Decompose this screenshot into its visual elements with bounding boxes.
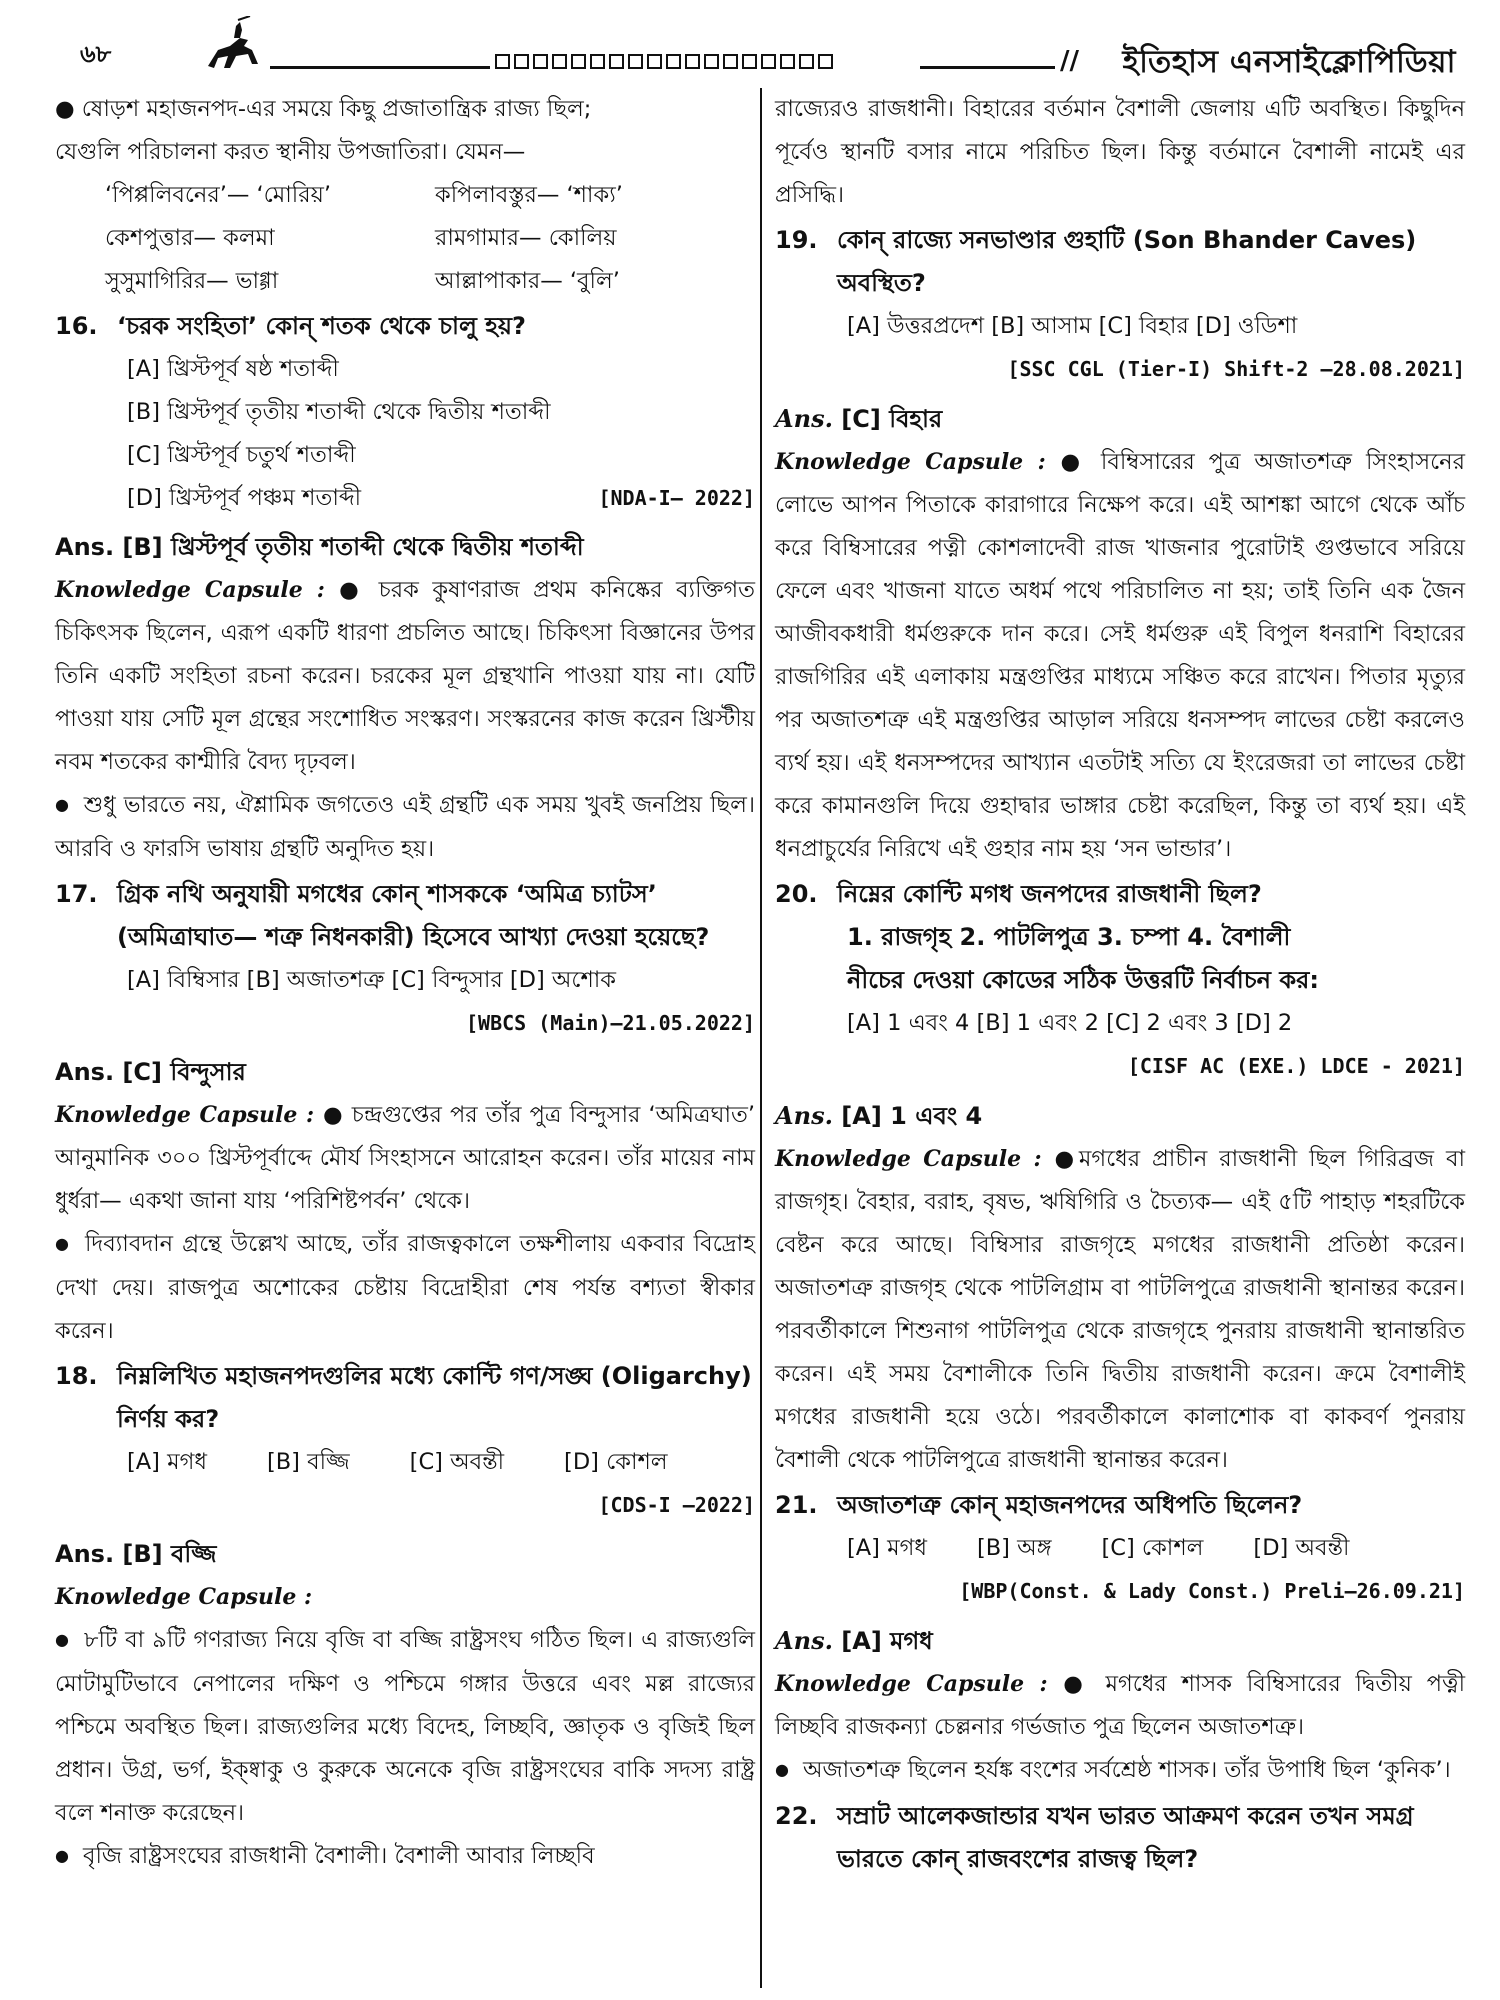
question-22: [775, 1795, 1465, 1881]
exam-source: [SSC CGL (Tier-I) Shift-2 –28.08.2021]: [1007, 357, 1465, 381]
knowledge-capsule-19: [775, 441, 1465, 871]
question-number: 21.: [775, 1491, 818, 1519]
exam-source: [NDA-I– 2022]: [598, 486, 755, 510]
tribe-pair: ‘পিপ্পলিবনের’— ‘মোরিয়’: [105, 182, 332, 208]
question-text: ‘চরক সংহিতা’ কোন্ শতক থেকে চালু হয়?: [117, 312, 526, 340]
kc-label: Knowledge Capsule :: [55, 1584, 313, 1610]
kc-text: ● চন্দ্রগুপ্তের পর তাঁর পুত্র বিন্দুসার ‘অমিত্রঘাত’ আনুমানিক ৩০০ খ্রিস্টপূর্বাব্দে মৌর্য সিংহাসনে আরোহন করেন। তাঁর মায়ের নাম ধুর্ধরা— একথা জানা যায় ‘পরিশিষ্টপর্বন’ থেকে।: [55, 1102, 755, 1214]
option-d: [D] অবন্তী: [1253, 1535, 1350, 1561]
kc-text: ● মগধের শাসক বিম্বিসারের দ্বিতীয় পত্নী লিচ্ছবি রাজকন্যা চেল্লনার গর্ভজাত পুত্র ছিলেন অজাতশত্রু।: [775, 1671, 1466, 1740]
answer-label: Ans.: [775, 1626, 833, 1655]
answer-text: [B] বজ্জি: [122, 1540, 217, 1568]
question-text: সম্রাট আলেকজান্ডার যখন ভারত আক্রমণ করেন তখন সমগ্র ভারতে কোন্ রাজবংশের রাজত্ব ছিল?: [837, 1802, 1414, 1873]
answer-label: Ans.: [55, 1058, 115, 1086]
book-title: ইতিহাস এনসাইক্লোপিডিয়া: [1122, 44, 1456, 80]
answer-text: [C] বিহার: [841, 405, 943, 433]
kc-bullet: ● শুধু ভারতে নয়, ঐশ্লামিক জগতেও এই গ্রন্থটি এক সময় খুবই জনপ্রিয় ছিল। আরবি ও ফারসি ভাষায় গ্রন্থটি অনুদিত হয়।: [55, 784, 755, 871]
exam-source: [WBCS (Main)–21.05.2022]: [466, 1011, 755, 1035]
header-rule-right: [920, 66, 1055, 69]
question-18: [55, 1355, 755, 1441]
kc-label: Knowledge Capsule :: [55, 577, 325, 603]
options-row: [847, 1527, 1465, 1570]
question-number: 22.: [775, 1802, 818, 1830]
options-row: [127, 1441, 755, 1484]
question-text: নিম্নের কোন্টি মগধ জনপদের রাজধানী ছিল?: [837, 880, 1262, 908]
question-17: [55, 873, 755, 959]
kc-text: ● বিম্বিসারের পুত্র অজাতশত্রু সিংহাসনের লোভে আপন পিতাকে কারাগারে নিক্ষেপ করে। এই আশঙ্কা আগে থেকে আঁচ করে বিম্বিসারের পত্নী কোশলাদেবী রাজ খাজনার পুরোটাই গুপ্তভাবে সরিয়ে ফেলে এবং খাজনা যাতে অধর্ম পথে পরিচালিত না হয়; তাই তিনি এক জৈন আজীবকধারী ধর্মগুরুকে দান করে। সেই ধর্মগুরু এই বিপুল ধনরাশি বিহারের রাজগিরির এই এলাকায় মন্ত্রগুপ্তির মাধ্যমে সঞ্চিত করে রাখেন। পিতার মৃত্যুর পর অজাতশত্রু এই মন্ত্রগুপ্তির আড়াল সরিয়ে ধনসম্পদ লাভের চেষ্টা করলেও ব্যর্থ হয়। এই ধনসম্পদের আখ্যান এতটাই সত্যি যে ইংরেজরা তা লাভের চেষ্টা করে কামানগুলি দিয়ে গুহাদ্বার ভাঙ্গার চেষ্টা করেছিল, কিন্তু তা ব্যর্থ হয়। এই ধনপ্রাচুর্যের নিরিখে এই গুহার নাম হয় ‘সন ভান্ডার’।: [775, 449, 1465, 862]
option-a: [A] খ্রিস্টপূর্ব ষষ্ঠ শতাব্দী: [127, 356, 339, 382]
left-column: [55, 88, 755, 1879]
option-b: [B] অঙ্গ: [976, 1535, 1052, 1561]
tribe-pairs: [105, 174, 755, 303]
page-number: ৬৮: [80, 40, 112, 68]
exam-source: [WBP(Const. & Lady Const.) Preli–26.09.21]: [959, 1579, 1465, 1603]
page-header: [40, 14, 1460, 84]
question-16: [55, 305, 755, 348]
option-a: [A] মগধ: [847, 1535, 927, 1561]
right-column: [775, 88, 1465, 1881]
option-d: [D] কোশল: [564, 1449, 668, 1475]
answer-text: [A] 1 এবং 4: [841, 1102, 983, 1130]
answer-label: Ans.: [55, 1540, 115, 1568]
answer-21: [775, 1619, 1465, 1663]
option-c: [C] কোশল: [1101, 1535, 1204, 1561]
exam-source: [CISF AC (EXE.) LDCE - 2021]: [1127, 1054, 1465, 1078]
options-row: [A] 1 এবং 4 [B] 1 এবং 2 [C] 2 এবং 3 [D] 2: [847, 1010, 1293, 1036]
tribe-pair: সুসুমাগিরির— ভাগ্গা: [105, 268, 279, 294]
answer-text: [A] মগধ: [841, 1627, 933, 1655]
answer-label: Ans.: [775, 404, 833, 433]
intro-line-1: ● ষোড়শ মহাজনপদ-এর সময়ে কিছু প্রজাতান্ত্রিক রাজ্য ছিল;: [55, 96, 592, 122]
instruction: নীচের দেওয়া কোডের সঠিক উত্তরটি নির্বাচন কর:: [847, 966, 1319, 994]
header-slashes: //: [1060, 46, 1079, 76]
option-d-row: [127, 477, 755, 520]
tribe-pair: রামগামার— কোলিয়: [435, 225, 617, 251]
option-c: [C] খ্রিস্টপূর্ব চতুর্থ শতাব্দী: [127, 442, 356, 468]
question-21: [775, 1484, 1465, 1527]
option-d: [D] খ্রিস্টপূর্ব পঞ্চম শতাব্দী: [127, 485, 362, 511]
knowledge-capsule-21: [775, 1663, 1465, 1749]
kc-bullet: ● অজাতশত্রু ছিলেন হর্যঙ্ক বংশের সর্বশ্রেষ্ঠ শাসক। তাঁর উপাধি ছিল ‘কুনিক’।: [775, 1749, 1465, 1793]
kc-text: ● চরক কুষাণরাজ প্রথম কনিষ্কের ব্যক্তিগত চিকিৎসক ছিলেন, এরূপ একটি ধারণা প্রচলিত আছে। চিকিৎসা বিজ্ঞানের উপর তিনি একটি সংহিতা রচনা করেন। চরকের মূল গ্রন্থখানি পাওয়া যায় না। যেটি পাওয়া যায় সেটি মূল গ্রন্থের সংশোধিত সংস্করণ। সংস্করনের কাজ করেন খ্রিস্টীয় নবম শতকের কাশ্মীরি বৈদ্য দৃঢ়বল।: [55, 577, 755, 775]
statement-list: 1. রাজগৃহ 2. পাটলিপুত্র 3. চম্পা 4. বৈশালী: [847, 923, 1291, 951]
header-box-ornament: [495, 54, 833, 69]
option-c: [C] অবন্তী: [409, 1449, 505, 1475]
answer-20: [775, 1094, 1465, 1138]
horse-rider-icon: [200, 16, 270, 76]
exam-source: [CDS-I –2022]: [598, 1493, 755, 1517]
tribe-pair: আল্লাপাকার— ‘বুলি’: [435, 268, 620, 294]
kc-bullet: ● বৃজি রাষ্ট্রসংঘের রাজধানী বৈশালী। বৈশালী আবার লিচ্ছবি: [55, 1835, 755, 1879]
question-number: 18.: [55, 1362, 98, 1390]
question-number: 20.: [775, 880, 818, 908]
question-number: 16.: [55, 312, 98, 340]
question-20: [775, 873, 1465, 916]
kc-label: Knowledge Capsule :: [775, 1671, 1048, 1697]
answer-17: [55, 1051, 755, 1094]
question-19: [775, 219, 1465, 305]
options-row: [A] বিম্বিসার [B] অজাতশত্রু [C] বিন্দুসার [D] অশোক: [127, 967, 617, 993]
option-b: [B] বজ্জি: [266, 1449, 350, 1475]
question-number: 17.: [55, 880, 98, 908]
answer-text: [B] খ্রিস্টপূর্ব তৃতীয় শতাব্দী থেকে দ্বিতীয় শতাব্দী: [122, 533, 584, 561]
answer-text: [C] বিন্দুসার: [122, 1058, 246, 1086]
header-rule-left: [270, 66, 490, 69]
kc-text: ●মগধের প্রাচীন রাজধানী ছিল গিরিব্রজ বা রাজগৃহ। বৈহার, বরাহ, বৃষভ, ঋষিগিরি ও চৈত্যক— এই ৫টি পাহাড় শহরটিকে বেষ্টন করে আছে। বিম্বিসার রাজগৃহে মগধের রাজধানী প্রতিষ্ঠা করেন। অজাতশত্রু রাজগৃহ থেকে পাটলিগ্রাম বা পাটলিপুত্রে রাজধানী স্থানান্তর করেন। পরবর্তীকালে শিশুনাগ পাটলিপুত্র থেকে রাজগৃহে পুনরায় রাজধানী স্থানান্তরিত করেন। এই সময় বৈশালীকে তিনি দ্বিতীয় রাজধানী করেন। ক্রমে বৈশালীই মগধের রাজধানী হয়ে ওঠে। পরবর্তীকালে কালাশোক বা কাকবর্ণ পুনরায় বৈশালী থেকে পাটলিপুত্রে রাজধানী স্থানান্তর করেন।: [775, 1146, 1465, 1473]
tribe-pair: কেশপুত্তার— কলমা: [105, 225, 275, 251]
question-text: কোন্ রাজ্যে সনভাণ্ডার গুহাটি (Son Bhander Caves) অবস্থিত?: [837, 226, 1417, 297]
options-row: [A] উত্তরপ্রদেশ [B] আসাম [C] বিহার [D] ওডিশা: [847, 313, 1298, 339]
option-a: [A] মগধ: [127, 1449, 207, 1475]
question-text: গ্রিক নথি অনুযায়ী মগধের কোন্ শাসককে ‘অমিত্র চ্যাটস’ (অমিত্রাঘাত— শত্রু নিধনকারী) হিসেবে আখ্যা দেওয়া হয়েছে?: [117, 880, 710, 951]
kc-label: Knowledge Capsule :: [55, 1102, 315, 1128]
question-text: অজাতশত্রু কোন্ মহাজনপদের অধিপতি ছিলেন?: [837, 1491, 1303, 1519]
answer-label: Ans.: [55, 533, 115, 561]
kc-label: Knowledge Capsule :: [775, 1146, 1042, 1172]
answer-18: [55, 1533, 755, 1576]
question-text: নিম্নলিখিত মহাজনপদগুলির মধ্যে কোন্টি গণ/সঙ্ঘ (Oligarchy) নির্ণয় কর?: [117, 1362, 752, 1433]
kc-bullet: ● ৮টি বা ৯টি গণরাজ্য নিয়ে বৃজি বা বজ্জি রাষ্ট্রসংঘ গঠিত ছিল। এ রাজ্যগুলি মোটামুটিভাবে নেপালের দক্ষিণ ও পশ্চিমে গঙ্গার উত্তরে এবং মল্ল রাজ্যের পশ্চিমে অবস্থিত ছিল। রাজ্যগুলির মধ্যে বিদেহ, লিচ্ছবি, জ্ঞাতৃক ও বৃজিই ছিল প্রধান। উগ্র, ভর্গ, ইক্ষ্বাকু ও কুরুকে অনেকে বৃজি রাষ্ট্রসংঘের বাকি সদস্য রাষ্ট্র বলে শনাক্ত করেছেন।: [55, 1619, 755, 1835]
column-divider: [760, 88, 762, 1988]
answer-19: [775, 397, 1465, 441]
answer-16: [55, 526, 755, 569]
intro-line-2: যেগুলি পরিচালনা করত স্থানীয় উপজাতিরা। যেমন—: [55, 139, 526, 165]
answer-label: Ans.: [775, 1101, 833, 1130]
knowledge-capsule-17: [55, 1094, 755, 1223]
kc-label: Knowledge Capsule :: [775, 449, 1046, 475]
continued-text: রাজ্যেরও রাজধানী। বিহারের বর্তমান বৈশালী জেলায় এটি অবস্থিত। কিছুদিন পূর্বেও স্থানটি বসার নামে পরিচিত ছিল। কিন্তু বর্তমানে বৈশালী নামেই এর প্রসিদ্ধি।: [775, 96, 1465, 208]
question-number: 19.: [775, 226, 818, 254]
knowledge-capsule-16: [55, 569, 755, 784]
kc-bullet: ● দিব্যাবদান গ্রন্থে উল্লেখ আছে, তাঁর রাজত্বকালে তক্ষশীলায় একবার বিদ্রোহ দেখা দেয়। রাজপুত্র অশোকের চেষ্টায় বিদ্রোহীরা শেষ পর্যন্ত বশ্যতা স্বীকার করেন।: [55, 1223, 755, 1353]
knowledge-capsule-20: [775, 1138, 1465, 1482]
option-b: [B] খ্রিস্টপূর্ব তৃতীয় শতাব্দী থেকে দ্বিতীয় শতাব্দী: [127, 399, 551, 425]
tribe-pair: কপিলাবস্তুর— ‘শাক্য’: [435, 182, 623, 208]
